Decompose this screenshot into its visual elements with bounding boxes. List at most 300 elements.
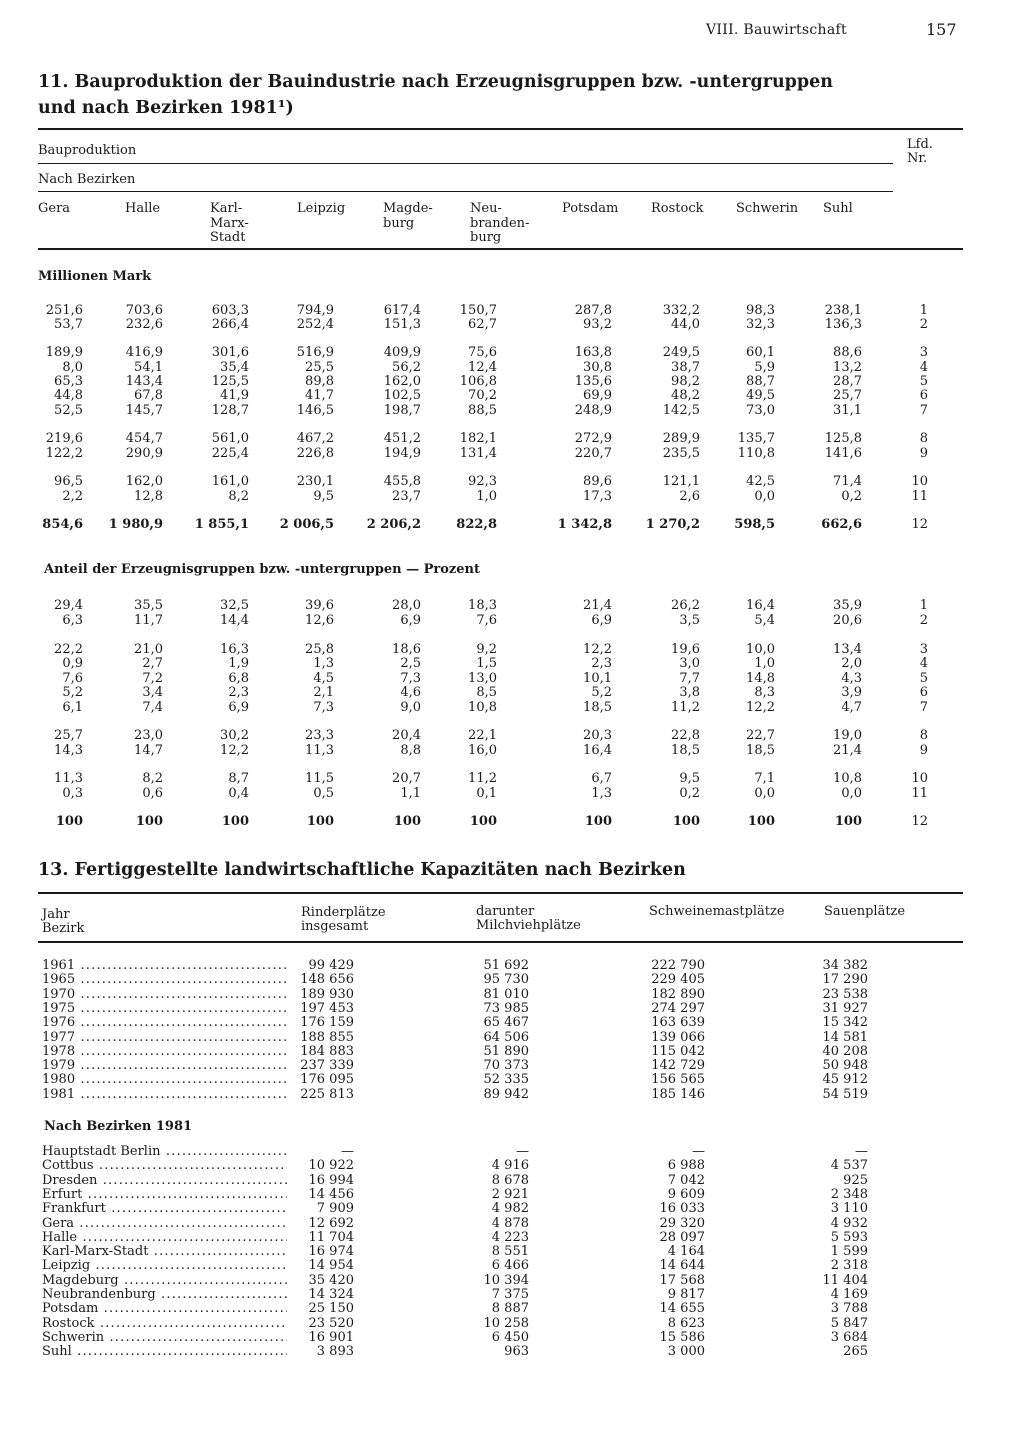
table-cell: 454,7 [125, 431, 163, 446]
table-row [0, 599, 1024, 613]
table-cell: 7,4 [142, 700, 163, 715]
table11-col-head-6-line-2: branden- [470, 215, 530, 231]
table-cell: 99 429 [308, 958, 354, 973]
table13-title: 13. Fertiggestellte landwirtschaftliche Kapazitäten nach Bezirken [38, 860, 686, 880]
table-cell: 145,7 [125, 403, 163, 418]
table-cell: 12,2 [220, 743, 249, 758]
table-cell: 142 729 [651, 1058, 705, 1074]
table-cell: 12,2 [746, 700, 775, 715]
table-cell: 2,6 [679, 489, 700, 504]
table-cell: 8 887 [491, 1301, 529, 1317]
table13-section-bezirke: Nach Bezirken 1981 [44, 1119, 193, 1134]
table-cell: 3,4 [142, 685, 163, 700]
table-cell: 69,9 [583, 388, 612, 403]
table-cell: 41,9 [220, 388, 249, 403]
table-cell: 1,0 [754, 656, 775, 671]
table-row [0, 1274, 1024, 1288]
table-cell: 14,3 [54, 743, 83, 758]
table-cell: 73,0 [746, 403, 775, 418]
table-cell: 50 948 [822, 1058, 868, 1074]
table-cell: 23,7 [392, 489, 421, 504]
table-cell: 125,5 [211, 374, 249, 389]
row-label [42, 1031, 287, 1045]
table-cell: 3,0 [679, 656, 700, 671]
table-row [0, 772, 1024, 786]
table-cell: 10 394 [483, 1272, 529, 1288]
table-row [0, 815, 1024, 829]
table-cell: 822,8 [456, 517, 497, 532]
table-cell: 20,4 [392, 728, 421, 743]
table-cell: 88,7 [746, 374, 775, 389]
table11-col-head-9-line-1: Schwerin [736, 201, 799, 216]
table-cell: 163,8 [574, 345, 612, 360]
table-row [0, 1302, 1024, 1316]
table-cell: 35,5 [134, 598, 163, 613]
row-label-text: 1975 [42, 1001, 76, 1016]
table13-head-milch-1: darunter [476, 904, 535, 919]
table-cell: 25,5 [305, 360, 334, 375]
table-cell: 13,0 [468, 671, 497, 686]
table-cell: 1 342,8 [557, 517, 612, 532]
table-row [0, 475, 1024, 489]
row-label [42, 973, 287, 987]
table-cell: 290,9 [125, 446, 163, 461]
table-cell: 106,8 [459, 374, 497, 389]
row-label [42, 1317, 287, 1331]
row-number: 11 [911, 489, 928, 504]
table13-head-bezirk: Bezirk [42, 921, 85, 936]
table-cell: 2 921 [491, 1186, 529, 1202]
table-cell: 128,7 [211, 403, 249, 418]
table-cell: 10,0 [746, 642, 775, 657]
table-cell: 29 320 [659, 1215, 705, 1231]
table-cell: 52 335 [483, 1072, 529, 1088]
table-row [0, 744, 1024, 758]
table11-head-nr: Nr. [907, 151, 928, 166]
table-cell: 6,3 [62, 613, 83, 628]
table-cell: 1,1 [400, 786, 421, 801]
row-label [42, 1174, 287, 1188]
row-label-text: Frankfurt [42, 1202, 106, 1217]
table-cell: 81 010 [483, 986, 529, 1002]
table13-top-rule [38, 892, 963, 894]
row-number: 10 [911, 771, 928, 786]
table-cell: 925 [843, 1172, 868, 1188]
row-label-text: 1970 [42, 987, 76, 1002]
table-cell: 146,5 [296, 403, 334, 418]
table-cell: 42,5 [746, 474, 775, 489]
table-cell: 38,7 [671, 360, 700, 375]
row-label-text: 1965 [42, 973, 76, 988]
table-cell: 3,9 [841, 685, 862, 700]
table-cell: 249,5 [662, 345, 700, 360]
table-cell: 6 466 [491, 1258, 529, 1274]
table-cell: 34 382 [822, 958, 868, 973]
table-cell: 248,9 [574, 403, 612, 418]
table-cell: 41,7 [305, 388, 334, 403]
table-cell: 162,0 [125, 474, 163, 489]
table-cell: 4 982 [491, 1201, 529, 1217]
table-cell: 2,5 [400, 656, 421, 671]
row-label-text: Potsdam [42, 1302, 99, 1317]
page-number: 157 [926, 20, 957, 39]
table-cell: 45 912 [822, 1072, 868, 1088]
table-cell: 16,4 [583, 743, 612, 758]
table-cell: 2,3 [228, 685, 249, 700]
table-row [0, 1002, 1024, 1016]
table-row [0, 686, 1024, 700]
table-cell: 139 066 [651, 1029, 705, 1045]
row-number: 9 [919, 743, 928, 758]
table-cell: 21,4 [583, 598, 612, 613]
table-row [0, 490, 1024, 504]
table-cell: 332,2 [662, 303, 700, 318]
table-cell: 5,2 [591, 685, 612, 700]
table-cell: 102,5 [383, 388, 421, 403]
table13-head-jahr: Jahr [42, 907, 70, 922]
row-label [42, 1245, 287, 1259]
table-cell: 16,3 [220, 642, 249, 657]
table-cell: 115 042 [651, 1043, 705, 1059]
table-row [0, 1345, 1024, 1359]
table-cell: 0,1 [476, 786, 497, 801]
table-cell: 14 655 [659, 1301, 705, 1317]
table-cell: 17,3 [583, 489, 612, 504]
row-label [42, 1045, 287, 1059]
row-label-text: 1981 [42, 1087, 76, 1102]
table-row [0, 389, 1024, 403]
table-cell: 32,3 [746, 317, 775, 332]
row-number: 1 [919, 303, 928, 318]
table-row [0, 614, 1024, 628]
table-cell: 198,7 [383, 403, 421, 418]
table-cell: 100 [672, 814, 700, 829]
table-cell: 21,4 [833, 743, 862, 758]
table-cell: 455,8 [383, 474, 421, 489]
table-cell: 2 206,2 [366, 517, 421, 532]
table-cell: 88,5 [468, 403, 497, 418]
table-cell: 31 927 [822, 1000, 868, 1016]
table-cell: 35,4 [220, 360, 249, 375]
table-cell: 151,3 [383, 317, 421, 332]
table-cell: 143,4 [125, 374, 163, 389]
table-cell: 121,1 [662, 474, 700, 489]
table-cell: 8,2 [142, 771, 163, 786]
table-cell: 6 450 [491, 1329, 529, 1345]
table-cell: 11,5 [305, 771, 334, 786]
table-cell: 12,2 [583, 642, 612, 657]
table-row [0, 729, 1024, 743]
table-cell: 29,4 [54, 598, 83, 613]
table-cell: 100 [834, 814, 862, 829]
table-cell: 222 790 [651, 958, 705, 973]
table-cell: 3 000 [667, 1344, 705, 1360]
row-label [42, 1288, 287, 1302]
table-cell: 1 270,2 [645, 517, 700, 532]
row-number: 5 [919, 374, 928, 389]
table-row [0, 404, 1024, 418]
table-cell: 48,2 [671, 388, 700, 403]
row-label [42, 1345, 287, 1359]
table-cell: 182,1 [459, 431, 497, 446]
row-label [42, 1188, 287, 1202]
table-cell: 1,9 [228, 656, 249, 671]
table-cell: 16 974 [308, 1244, 354, 1260]
table-cell: 12 692 [308, 1215, 354, 1231]
table-cell: 4 916 [491, 1158, 529, 1174]
table-cell: 70 373 [483, 1058, 529, 1074]
table-cell: 235,5 [662, 446, 700, 461]
row-label-text: Neubrandenburg [42, 1288, 156, 1302]
table-cell: 9 609 [667, 1186, 705, 1202]
row-label [42, 988, 287, 1002]
table-cell: 7 042 [667, 1172, 705, 1188]
table-cell: 19,0 [833, 728, 862, 743]
table-cell: 53,7 [54, 317, 83, 332]
table-cell: 598,5 [734, 517, 775, 532]
table-row [0, 1031, 1024, 1045]
table-cell: 100 [747, 814, 775, 829]
table11-col-head-2-line-1: Halle [125, 201, 161, 216]
table-cell: 100 [221, 814, 249, 829]
table-cell: 229 405 [651, 972, 705, 988]
table-cell: 4 169 [830, 1287, 868, 1302]
row-label [42, 1145, 287, 1159]
table-cell: 30,2 [220, 728, 249, 743]
table-cell: 6 988 [667, 1158, 705, 1174]
running-header-section: VIII. Bauwirtschaft [706, 22, 847, 38]
table-cell: 854,6 [42, 517, 83, 532]
table-cell: 3,5 [679, 613, 700, 628]
table-cell: 88,6 [833, 345, 862, 360]
table-row [0, 432, 1024, 446]
table-cell: 9,5 [679, 771, 700, 786]
table-cell: 8 678 [491, 1172, 529, 1188]
table-cell: 0,2 [841, 489, 862, 504]
table-cell: 100 [584, 814, 612, 829]
table-cell: 100 [306, 814, 334, 829]
table-cell: 22,8 [671, 728, 700, 743]
table-cell: 8,5 [476, 685, 497, 700]
table-cell: 13,2 [833, 360, 862, 375]
table-cell: 7,6 [62, 671, 83, 686]
table-cell: 15 342 [822, 1015, 868, 1031]
table11-section-millionen-mark: Millionen Mark [38, 269, 152, 284]
table-row [0, 1317, 1024, 1331]
row-label-text: Suhl [42, 1345, 72, 1360]
row-number: 6 [919, 388, 928, 403]
table-row [0, 1073, 1024, 1087]
row-label-text: Erfurt [42, 1187, 83, 1202]
table-cell: 220,7 [574, 446, 612, 461]
table-cell: — [341, 1144, 354, 1159]
table-cell: 16,4 [746, 598, 775, 613]
row-label [42, 1073, 287, 1087]
table-cell: 11,2 [468, 771, 497, 786]
table-cell: 28 097 [659, 1229, 705, 1245]
table-cell: 131,4 [459, 446, 497, 461]
table-cell: 5 593 [830, 1229, 868, 1245]
table-cell: 226,8 [296, 446, 334, 461]
table-cell: 49,5 [746, 388, 775, 403]
table11-head-bauproduktion: Bauproduktion [38, 143, 137, 158]
table-cell: 92,3 [468, 474, 497, 489]
table-cell: 18,3 [468, 598, 497, 613]
row-label-text: 1979 [42, 1059, 76, 1074]
table-cell: 18,5 [746, 743, 775, 758]
row-label-text: Gera [42, 1216, 75, 1231]
table-cell: 96,5 [54, 474, 83, 489]
row-label-text: 1977 [42, 1030, 76, 1045]
row-number: 11 [911, 786, 928, 801]
table11-col-head-6-line-1: Neu- [470, 201, 502, 216]
table-cell: 963 [504, 1344, 529, 1360]
table-cell: 10,1 [583, 671, 612, 686]
row-number: 12 [911, 814, 928, 829]
table-cell: 7,2 [142, 671, 163, 686]
row-label [42, 959, 287, 973]
table-cell: 10,8 [833, 771, 862, 786]
table-cell: 95 730 [483, 972, 529, 988]
table-row [0, 1288, 1024, 1302]
table-cell: 6,1 [62, 700, 83, 715]
table-cell: 163 639 [651, 1015, 705, 1031]
row-number: 5 [919, 671, 928, 686]
table-row [0, 1202, 1024, 1216]
table-cell: 7,6 [476, 613, 497, 628]
table-cell: 467,2 [296, 431, 334, 446]
table-cell: 3 788 [830, 1301, 868, 1317]
table-cell: 6,8 [228, 671, 249, 686]
table-cell: 176 159 [300, 1015, 354, 1031]
table-cell: 17 568 [659, 1272, 705, 1288]
table-cell: 22,7 [746, 728, 775, 743]
table11-head-nach-bezirken: Nach Bezirken [38, 172, 136, 187]
row-label [42, 1002, 287, 1016]
row-label-text: Schwerin [42, 1330, 105, 1345]
row-number: 7 [919, 700, 928, 715]
table-cell: 6,9 [400, 613, 421, 628]
row-number: 4 [919, 656, 928, 671]
table-cell: 25,7 [54, 728, 83, 743]
table-cell: 1,5 [476, 656, 497, 671]
table-cell: 251,6 [45, 303, 83, 318]
table-cell: 0,2 [679, 786, 700, 801]
table-cell: 18,6 [392, 642, 421, 657]
table-row [0, 318, 1024, 332]
table-cell: 7,1 [754, 771, 775, 786]
row-number: 7 [919, 403, 928, 418]
row-label [42, 1088, 287, 1102]
table-cell: 7 375 [491, 1287, 529, 1302]
table-cell: 22,1 [468, 728, 497, 743]
table13-head-milch-2: Milchviehplätze [476, 918, 581, 933]
table-row [0, 1188, 1024, 1202]
table-cell: 11,2 [671, 700, 700, 715]
table-cell: 100 [55, 814, 83, 829]
table-cell: 70,2 [468, 388, 497, 403]
table-cell: 189,9 [45, 345, 83, 360]
row-label-text: Rostock [42, 1316, 95, 1331]
table-cell: 0,0 [754, 786, 775, 801]
table11-header-rule [38, 248, 963, 250]
table-cell: 2,2 [62, 489, 83, 504]
table-cell: 189 930 [300, 986, 354, 1002]
row-label [42, 1202, 287, 1216]
table-cell: 5 847 [830, 1315, 868, 1331]
table-cell: 19,6 [671, 642, 700, 657]
table-row [0, 447, 1024, 461]
table13-head-rinder-2: insgesamt [301, 919, 369, 934]
table-cell: 1,3 [591, 786, 612, 801]
table-cell: 11,3 [305, 743, 334, 758]
table-cell: 5,4 [754, 613, 775, 628]
table-cell: 4 878 [491, 1215, 529, 1231]
table-cell: 1 980,9 [108, 517, 163, 532]
table-cell: 4 537 [830, 1158, 868, 1174]
table-cell: 14 581 [822, 1029, 868, 1045]
table11-col-head-10-line-1: Suhl [823, 201, 853, 216]
table11-col-head-3-line-1: Karl- [210, 201, 243, 216]
table-cell: 4 223 [491, 1229, 529, 1245]
table-cell: 13,4 [833, 642, 862, 657]
table-cell: 18,5 [583, 700, 612, 715]
table-cell: 98,3 [746, 303, 775, 318]
table-cell: 39,6 [305, 598, 334, 613]
table13-header-rule [38, 941, 963, 943]
table-cell: 3 684 [830, 1329, 868, 1345]
table-row [0, 787, 1024, 801]
table-cell: 56,2 [392, 360, 421, 375]
table-cell: 25 150 [308, 1301, 354, 1317]
table-cell: 185 146 [651, 1086, 705, 1102]
table-cell: 26,2 [671, 598, 700, 613]
table-cell: 11 704 [308, 1229, 354, 1245]
table-cell: 135,7 [737, 431, 775, 446]
table-cell: 16 901 [308, 1329, 354, 1345]
table-cell: 93,2 [583, 317, 612, 332]
table-cell: 16 994 [308, 1172, 354, 1188]
table-row [0, 1331, 1024, 1345]
table-row [0, 973, 1024, 987]
table-cell: 4 164 [667, 1244, 705, 1260]
table-row [0, 1259, 1024, 1273]
table-cell: 64 506 [483, 1029, 529, 1045]
row-number: 6 [919, 685, 928, 700]
table-cell: 136,3 [824, 317, 862, 332]
table-cell: 14 644 [659, 1258, 705, 1274]
table11-col-head-7-line-1: Potsdam [562, 201, 619, 216]
table-row [0, 1088, 1024, 1102]
table-cell: 237 339 [300, 1058, 354, 1074]
table-cell: 9,5 [313, 489, 334, 504]
table-cell: 21,0 [134, 642, 163, 657]
table-cell: 100 [135, 814, 163, 829]
table-cell: 54 519 [822, 1086, 868, 1102]
table-cell: 603,3 [211, 303, 249, 318]
table-row [0, 346, 1024, 360]
table-cell: 516,9 [296, 345, 334, 360]
table-cell: 617,4 [383, 303, 421, 318]
row-number: 9 [919, 446, 928, 461]
row-number: 4 [919, 360, 928, 375]
table-cell: 1,3 [313, 656, 334, 671]
table-cell: 44,8 [54, 388, 83, 403]
table-cell: 5,2 [62, 685, 83, 700]
table-cell: 4,3 [841, 671, 862, 686]
table-cell: 7 909 [316, 1201, 354, 1217]
row-label-text: 1980 [42, 1073, 76, 1088]
